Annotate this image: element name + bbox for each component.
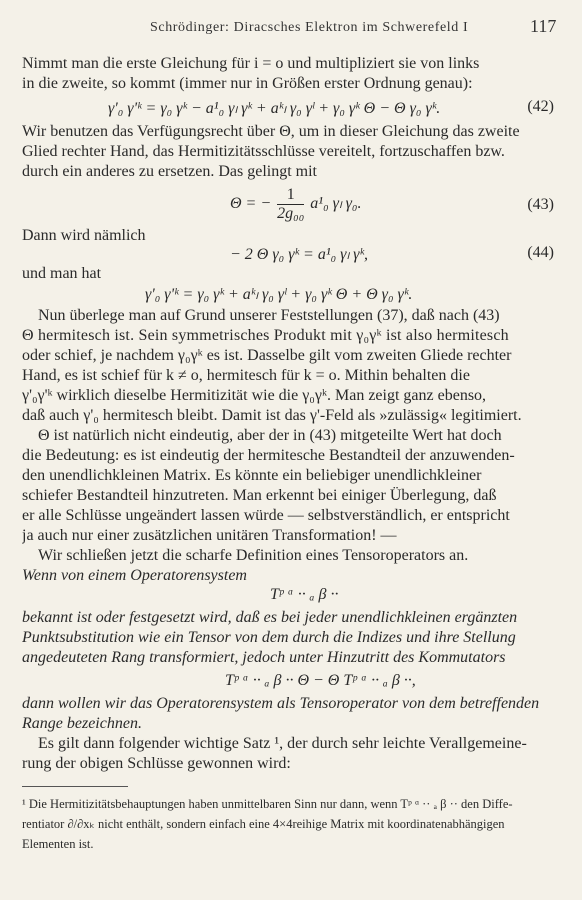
fraction-denominator: 2g₀₀ bbox=[277, 205, 305, 222]
text-line: er alle Schlüsse ungeändert lassen würde — selbstverständlich, er entspricht bbox=[22, 507, 510, 524]
text-line: rung der obigen Schlüsse gewonnen wird: bbox=[22, 755, 291, 772]
eq43-lhs: Θ = − bbox=[230, 195, 272, 213]
tensor-symbol: Tᵖ ᵅ ·· ₐ β ·· bbox=[270, 586, 339, 603]
text-line: Θ ist natürlich nicht eindeutig, aber der in (43) mitgeteilte Wert hat doch bbox=[38, 427, 502, 444]
text-line-italic: Wenn von einem Operatorensystem bbox=[22, 567, 247, 584]
text-line-italic: bekannt ist oder festgesetzt wird, daß es bei jeder unendlichkleinen ergänzten bbox=[22, 609, 518, 626]
equation-number-43: (43) bbox=[527, 196, 554, 213]
equation-42: γ'₀ γ'ᵏ = γ₀ γᵏ − a¹₀ γₗ γᵏ + aᵏₗ γ₀ γˡ + γ₀ γᵏ Θ − Θ γ₀ γᵏ. bbox=[108, 100, 441, 117]
text-line: schiefer Bestandteil hinzutreten. Man erkennt bei einiger Überlegung, daß bbox=[22, 487, 497, 504]
text-line: ja auch nur einer zusätzlichen unitären Transformation! — bbox=[22, 527, 397, 544]
text-line: daß auch γ'₀ hermitesch bleibt. Damit ist das γ'-Feld als »zulässig« legitimiert. bbox=[22, 407, 522, 424]
footnote-line: ¹ Die Hermitizitätsbehauptungen haben unmittelbaren Sinn nur dann, wenn Tᵖ ᵅ ·· ₐ β ·· den Diffe- bbox=[22, 797, 513, 811]
commutator-equation: Tᵖ ᵅ ·· ₐ β ·· Θ − Θ Tᵖ ᵅ ·· ₐ β ··, bbox=[225, 672, 416, 689]
equation-45: γ'₀ γ'ᵏ = γ₀ γᵏ + aᵏₗ γ₀ γˡ + γ₀ γᵏ Θ + Θ γ₀ γᵏ. bbox=[145, 286, 413, 303]
fraction bbox=[277, 186, 304, 223]
text-line: durch ein anderes zu ersetzen. Das gelingt mit bbox=[22, 163, 317, 180]
footnote-rule bbox=[22, 786, 128, 787]
fraction-numerator: 1 bbox=[277, 186, 304, 205]
text-line: Nun überlege man auf Grund unserer Feststellungen (37), daß nach (43) bbox=[38, 307, 500, 324]
footnote-line: rentiator ∂/∂xₖ nicht enthält, sondern einfach eine 4×4reihige Matrix mit koordinatenabhängigen bbox=[22, 817, 505, 831]
text-line: den unendlichkleinen Matrix. Es könnte ein beliebiger unendlichkleiner bbox=[22, 467, 482, 484]
text-line: und man hat bbox=[22, 265, 102, 282]
text-line: γ'₀γ'ᵏ wirklich dieselbe Hermitizität wie die γ₀γᵏ. Man zeigt ganz ebenso, bbox=[22, 387, 487, 404]
text-line: Θ hermitesch ist. Sein symmetrisches Produkt mit γ₀γᵏ ist also hermitesch bbox=[22, 327, 509, 344]
text-line-italic: Punktsubstitution wie ein Tensor von dem durch die Indizes und ihre Stellung bbox=[22, 629, 516, 646]
text-line: die Bedeutung: es ist eindeutig der hermitesche Bestandteil der anzuwenden- bbox=[22, 447, 515, 464]
text-line: Dann wird nämlich bbox=[22, 227, 146, 244]
page-number: 117 bbox=[530, 16, 557, 36]
footnote-line: Elementen ist. bbox=[22, 837, 94, 851]
text-line-italic: angedeuteten Rang transformiert, jedoch unter Hinzutritt des Kommutators bbox=[22, 649, 506, 666]
text-line: Es gilt dann folgender wichtige Satz ¹, der durch sehr leichte Verallgemeine- bbox=[38, 735, 527, 752]
text-line: Wir benutzen das Verfügungsrecht über Θ, um in dieser Gleichung das zweite bbox=[22, 123, 520, 140]
text-line: Glied rechter Hand, das Hermitizitätsschlüsse vereitelt, fortzuschaffen bzw. bbox=[22, 143, 505, 160]
text-line-italic: Range bezeichnen. bbox=[22, 715, 142, 732]
running-header: Schrödinger: Diracsches Elektron im Schwerefeld I bbox=[150, 20, 469, 35]
equation-number-42: (42) bbox=[527, 98, 554, 115]
text-line: in die zweite, so kommt (immer nur in Größen erster Ordnung genau): bbox=[22, 75, 473, 92]
text-line: Wir schließen jetzt die scharfe Definition eines Tensoroperators an. bbox=[38, 547, 469, 564]
equation-44: − 2 Θ γ₀ γᵏ = a¹₀ γₗ γᵏ, bbox=[230, 246, 368, 263]
eq43-rhs: a¹₀ γₗ γ₀. bbox=[310, 195, 362, 213]
text-line: Hand, es ist schief für k ≠ o, hermitesch für k = o. Mithin behalten die bbox=[22, 367, 470, 384]
equation-43 bbox=[230, 186, 361, 223]
equation-number-44: (44) bbox=[527, 244, 554, 261]
text-line-italic: dann wollen wir das Operatorensystem als Tensoroperator von dem betreffenden bbox=[22, 695, 540, 712]
text-line: Nimmt man die erste Gleichung für i = o und multipliziert sie von links bbox=[22, 55, 480, 72]
text-line: oder schief, je nachdem γ₀γᵏ es ist. Dasselbe gilt vom zweiten Gliede rechter bbox=[22, 347, 512, 364]
